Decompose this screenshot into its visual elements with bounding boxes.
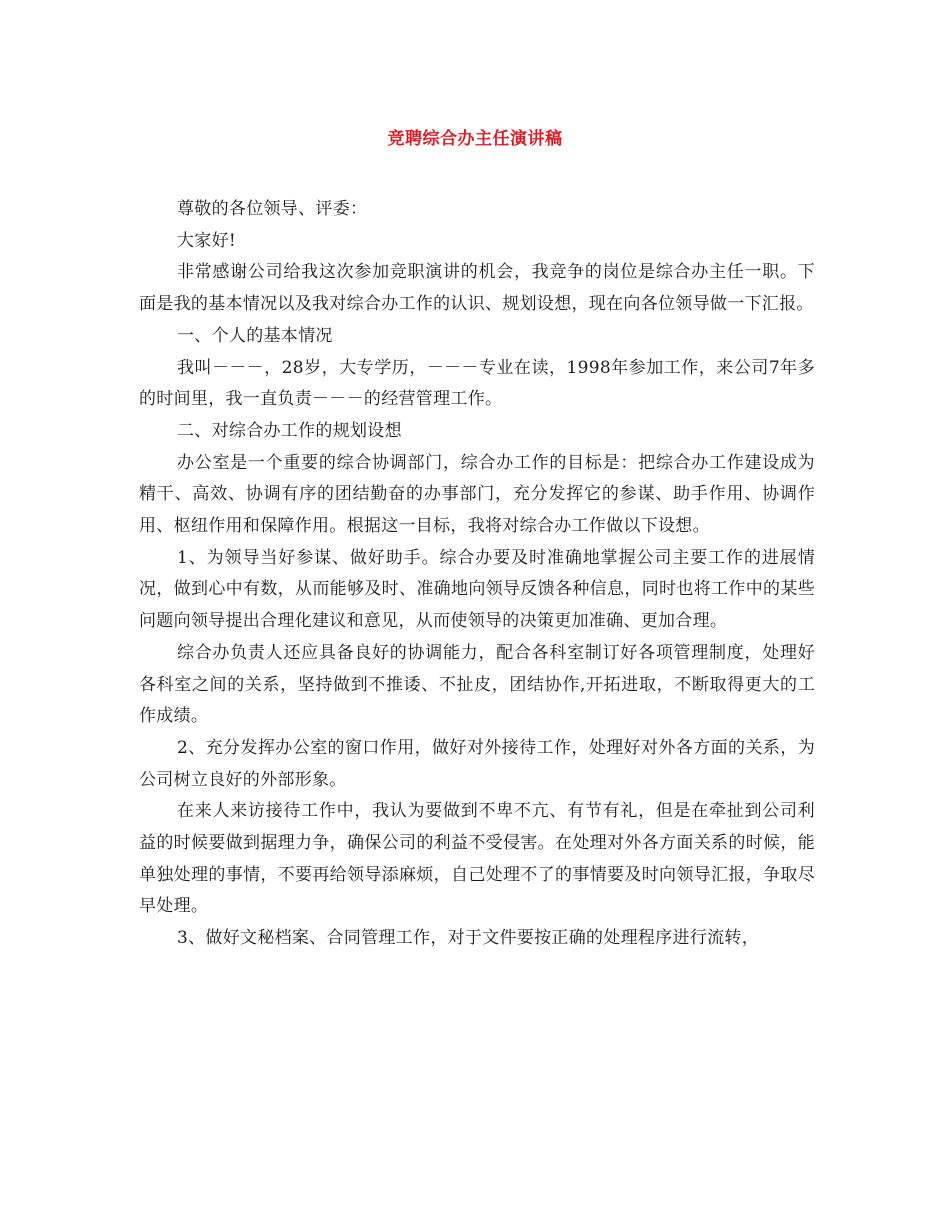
document-title: 竞聘综合办主任演讲稿: [387, 129, 563, 149]
plan-item-2-paragraph: 2、充分发挥办公室的窗口作用，做好对外接待工作，处理好对外各方面的关系，为公司树立良好的外部形象。: [139, 737, 815, 790]
personal-info-paragraph: 我叫－－－，28岁，大专学历，－－－专业在读，1998年参加工作，来公司7年多的时间里，我一直负责－－－的经营管理工作。: [139, 357, 815, 410]
greeting-paragraph: 大家好!: [177, 230, 237, 251]
intro-paragraph: 非常感谢公司给我这次参加竞职演讲的机会，我竞争的岗位是综合办主任一职。下面是我的基本情况以及我对综合办工作的认识、规划设想，现在向各位领导做一下汇报。: [139, 262, 815, 315]
section-heading-2: 二、对综合办工作的规划设想: [177, 420, 402, 441]
reception-paragraph: 在来人来访接待工作中，我认为要做到不卑不亢、有节有礼，但是在牵扯到公司利益的时候要做到据理力争，确保公司的利益不受侵害。在处理对外各方面关系的时候，能单独处理的事情，不要再给领导添麻烦，自己处理不了的事情要及时向领导汇报，争取尽早处理。: [139, 801, 815, 917]
section-heading-1: 一、个人的基本情况: [177, 325, 333, 346]
plan-item-3-paragraph: 3、做好文秘档案、合同管理工作，对于文件要按正确的处理程序进行流转，: [177, 928, 760, 949]
document-body: [139, 194, 815, 955]
office-role-paragraph: 办公室是一个重要的综合协调部门，综合办工作的目标是：把综合办工作建设成为精干、高效、协调有序的团结勤奋的办事部门，充分发挥它的参谋、助手作用、协调作用、枢纽作用和保障作用。根据这一目标，我将对综合办工作做以下设想。: [139, 452, 815, 537]
plan-item-1-paragraph: 1、为领导当好参谋、做好助手。综合办要及时准确地掌握公司主要工作的进展情况，做到心中有数，从而能够及时、准确地向领导反馈各种信息，同时也将工作中的某些问题向领导提出合理化建议和意见，从而使领导的决策更加准确、更加合理。: [139, 547, 815, 632]
coordination-paragraph: 综合办负责人还应具备良好的协调能力，配合各科室制订好各项管理制度，处理好各科室之间的关系，坚持做到不推诿、不扯皮，团结协作,开拓进取，不断取得更大的工作成绩。: [139, 642, 815, 727]
salutation-paragraph: 尊敬的各位领导、评委：: [177, 199, 368, 219]
